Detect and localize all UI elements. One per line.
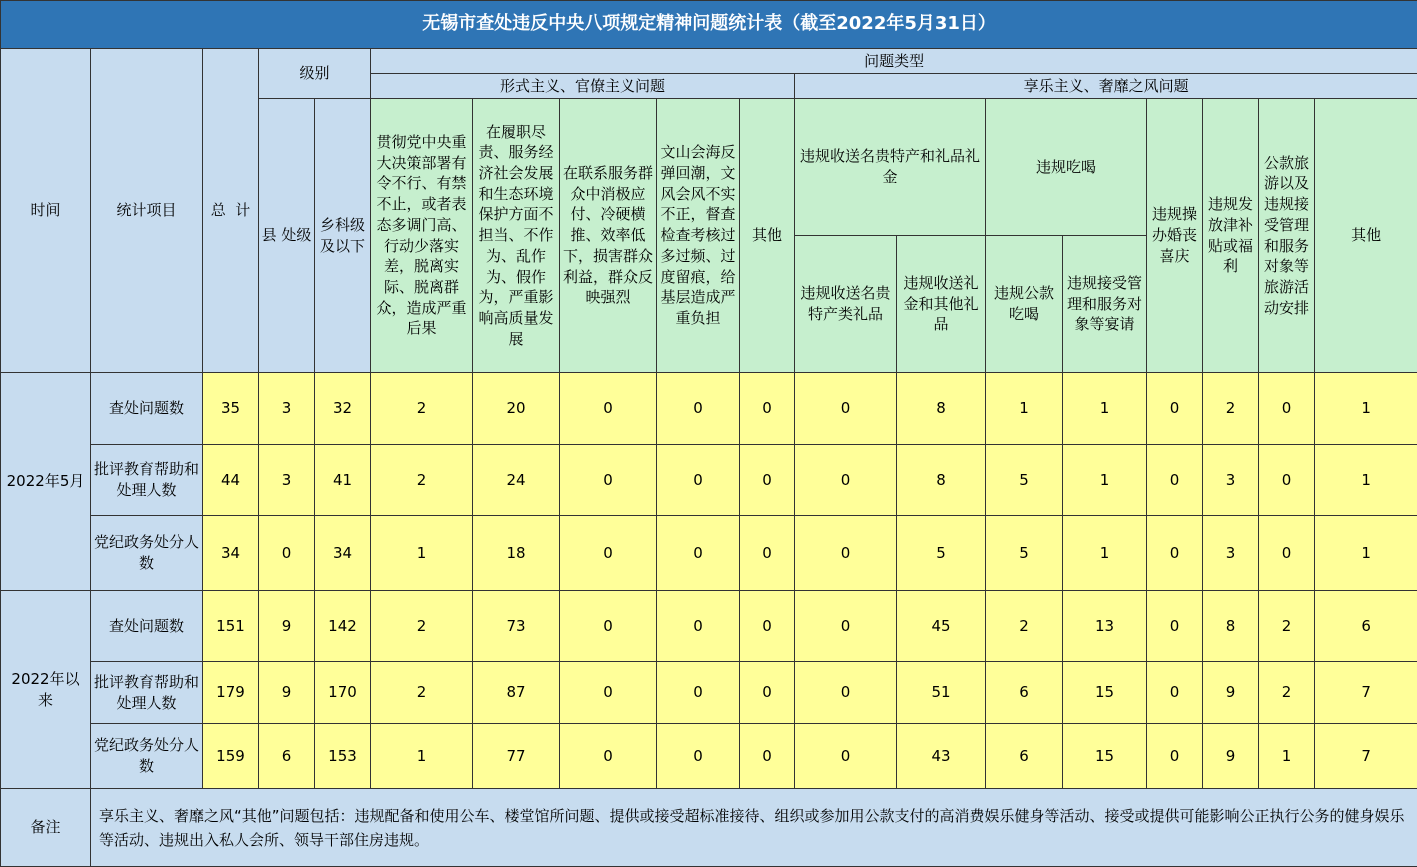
value-cell: 0 [795,724,897,789]
period-label: 2022年5月 [1,373,91,591]
header-travel: 公款旅游以及违规接受管理和服务对象等旅游活动安排 [1259,99,1315,373]
row-item-label: 查处问题数 [91,373,203,445]
value-cell: 0 [1147,724,1203,789]
value-cell: 9 [1203,724,1259,789]
value-cell: 2 [371,373,473,445]
period-label: 2022年以来 [1,591,91,789]
value-cell: 34 [203,516,259,591]
value-cell: 0 [657,591,740,662]
value-cell: 0 [1259,445,1315,516]
value-cell: 8 [897,373,986,445]
value-cell: 73 [473,591,560,662]
data-body [1,373,1417,789]
header-formalism-3: 在联系服务群众中消极应付、冷硬横推、效率低下，损害群众利益，群众反映强烈 [560,99,657,373]
value-cell: 3 [1203,516,1259,591]
row-item-label: 党纪政务处分人数 [91,724,203,789]
header-hedonism-other: 其他 [1315,99,1417,373]
header-gift: 违规收送名贵特产和礼品礼金 [795,99,986,236]
value-cell: 7 [1315,662,1417,724]
value-cell: 1 [1063,445,1147,516]
header-level: 级别 [259,49,371,99]
value-cell: 8 [1203,591,1259,662]
remarks-text: 享乐主义、奢靡之风“其他”问题包括：违规配备和使用公车、楼堂馆所问题、提供或接受超标准接待、组织或参加用公款支付的高消费娱乐健身等活动、接受或提供可能影响公正执行公务的健身娱乐等活动、违规出入私人会所、领导干部住房违规。 [91,789,1417,867]
value-cell: 170 [315,662,371,724]
header-township-level: 乡科级及以下 [315,99,371,373]
header-formalism-1: 贯彻党中央重大决策部署有令不行、有禁不止，或者表态多调门高、行动少落实差，脱离实际、脱离群众，造成严重后果 [371,99,473,373]
value-cell: 0 [560,591,657,662]
value-cell: 77 [473,724,560,789]
value-cell: 6 [986,724,1063,789]
value-cell: 1 [1259,724,1315,789]
value-cell: 87 [473,662,560,724]
header-meal-banquet: 违规接受管理和服务对象等宴请 [1063,236,1147,373]
value-cell: 0 [795,445,897,516]
value-cell: 0 [560,373,657,445]
value-cell: 0 [740,591,795,662]
header-gift-cash: 违规收送礼金和其他礼品 [897,236,986,373]
table-row [1,516,1417,591]
header-formalism-2: 在履职尽责、服务经济社会发展和生态环境保护方面不担当、不作为、乱作为、假作为，严重影响高质量发展 [473,99,560,373]
value-cell: 1 [1315,516,1417,591]
table-row [1,445,1417,516]
value-cell: 2 [371,591,473,662]
value-cell: 44 [203,445,259,516]
header-wedding: 违规操办婚丧喜庆 [1147,99,1203,373]
table-row [1,724,1417,789]
value-cell: 45 [897,591,986,662]
header-county-level: 县 处级 [259,99,315,373]
header-total: 总 计 [203,49,259,373]
header-formalism: 形式主义、官僚主义问题 [371,74,795,99]
value-cell: 2 [986,591,1063,662]
value-cell: 0 [657,662,740,724]
value-cell: 0 [657,445,740,516]
value-cell: 3 [259,445,315,516]
value-cell: 2 [1259,591,1315,662]
value-cell: 6 [986,662,1063,724]
value-cell: 0 [740,724,795,789]
value-cell: 51 [897,662,986,724]
value-cell: 151 [203,591,259,662]
value-cell: 1 [1063,373,1147,445]
value-cell: 15 [1063,662,1147,724]
value-cell: 0 [795,662,897,724]
value-cell: 34 [315,516,371,591]
value-cell: 6 [259,724,315,789]
value-cell: 142 [315,591,371,662]
row-item-label: 党纪政务处分人数 [91,516,203,591]
remarks-label: 备注 [1,789,91,867]
table-title: 无锡市查处违反中央八项规定精神问题统计表（截至2022年5月31日） [1,1,1417,49]
header-formalism-4: 文山会海反弹回潮，文风会风不实不正，督查检查考核过多过频、过度留痕，给基层造成严重负担 [657,99,740,373]
value-cell: 0 [1259,516,1315,591]
value-cell: 3 [1203,445,1259,516]
header-formalism-other: 其他 [740,99,795,373]
value-cell: 7 [1315,724,1417,789]
value-cell: 0 [795,373,897,445]
value-cell: 18 [473,516,560,591]
header-item: 统计项目 [91,49,203,373]
value-cell: 1 [371,516,473,591]
row-item-label: 查处问题数 [91,591,203,662]
table-row [1,662,1417,724]
value-cell: 0 [740,373,795,445]
value-cell: 2 [371,662,473,724]
row-item-label: 批评教育帮助和处理人数 [91,662,203,724]
value-cell: 0 [1147,445,1203,516]
value-cell: 0 [560,445,657,516]
value-cell: 1 [986,373,1063,445]
header-problem-type: 问题类型 [371,49,1417,74]
value-cell: 0 [560,724,657,789]
value-cell: 0 [1259,373,1315,445]
value-cell: 0 [1147,373,1203,445]
value-cell: 9 [1203,662,1259,724]
value-cell: 0 [795,516,897,591]
value-cell: 0 [657,516,740,591]
table-row [1,373,1417,445]
header-hedonism: 享乐主义、奢靡之风问题 [795,74,1417,99]
value-cell: 8 [897,445,986,516]
value-cell: 0 [795,591,897,662]
value-cell: 179 [203,662,259,724]
value-cell: 0 [740,662,795,724]
row-item-label: 批评教育帮助和处理人数 [91,445,203,516]
value-cell: 9 [259,662,315,724]
value-cell: 41 [315,445,371,516]
table-row [1,591,1417,662]
value-cell: 0 [259,516,315,591]
value-cell: 2 [371,445,473,516]
value-cell: 24 [473,445,560,516]
value-cell: 5 [897,516,986,591]
value-cell: 1 [371,724,473,789]
header-time: 时间 [1,49,91,373]
value-cell: 2 [1203,373,1259,445]
header-subsidy: 违规发放津补贴或福利 [1203,99,1259,373]
value-cell: 0 [1147,591,1203,662]
value-cell: 1 [1315,373,1417,445]
header-meal-public: 违规公款吃喝 [986,236,1063,373]
value-cell: 153 [315,724,371,789]
value-cell: 1 [1315,445,1417,516]
value-cell: 0 [560,662,657,724]
header-gift-specialty: 违规收送名贵特产类礼品 [795,236,897,373]
value-cell: 43 [897,724,986,789]
value-cell: 0 [657,724,740,789]
value-cell: 3 [259,373,315,445]
value-cell: 0 [740,445,795,516]
header-meal: 违规吃喝 [986,99,1147,236]
value-cell: 0 [1147,516,1203,591]
value-cell: 6 [1315,591,1417,662]
value-cell: 5 [986,445,1063,516]
value-cell: 1 [1063,516,1147,591]
value-cell: 15 [1063,724,1147,789]
value-cell: 0 [740,516,795,591]
value-cell: 159 [203,724,259,789]
value-cell: 0 [1147,662,1203,724]
value-cell: 2 [1259,662,1315,724]
value-cell: 32 [315,373,371,445]
value-cell: 20 [473,373,560,445]
value-cell: 0 [657,373,740,445]
value-cell: 13 [1063,591,1147,662]
value-cell: 9 [259,591,315,662]
value-cell: 0 [560,516,657,591]
value-cell: 35 [203,373,259,445]
value-cell: 5 [986,516,1063,591]
